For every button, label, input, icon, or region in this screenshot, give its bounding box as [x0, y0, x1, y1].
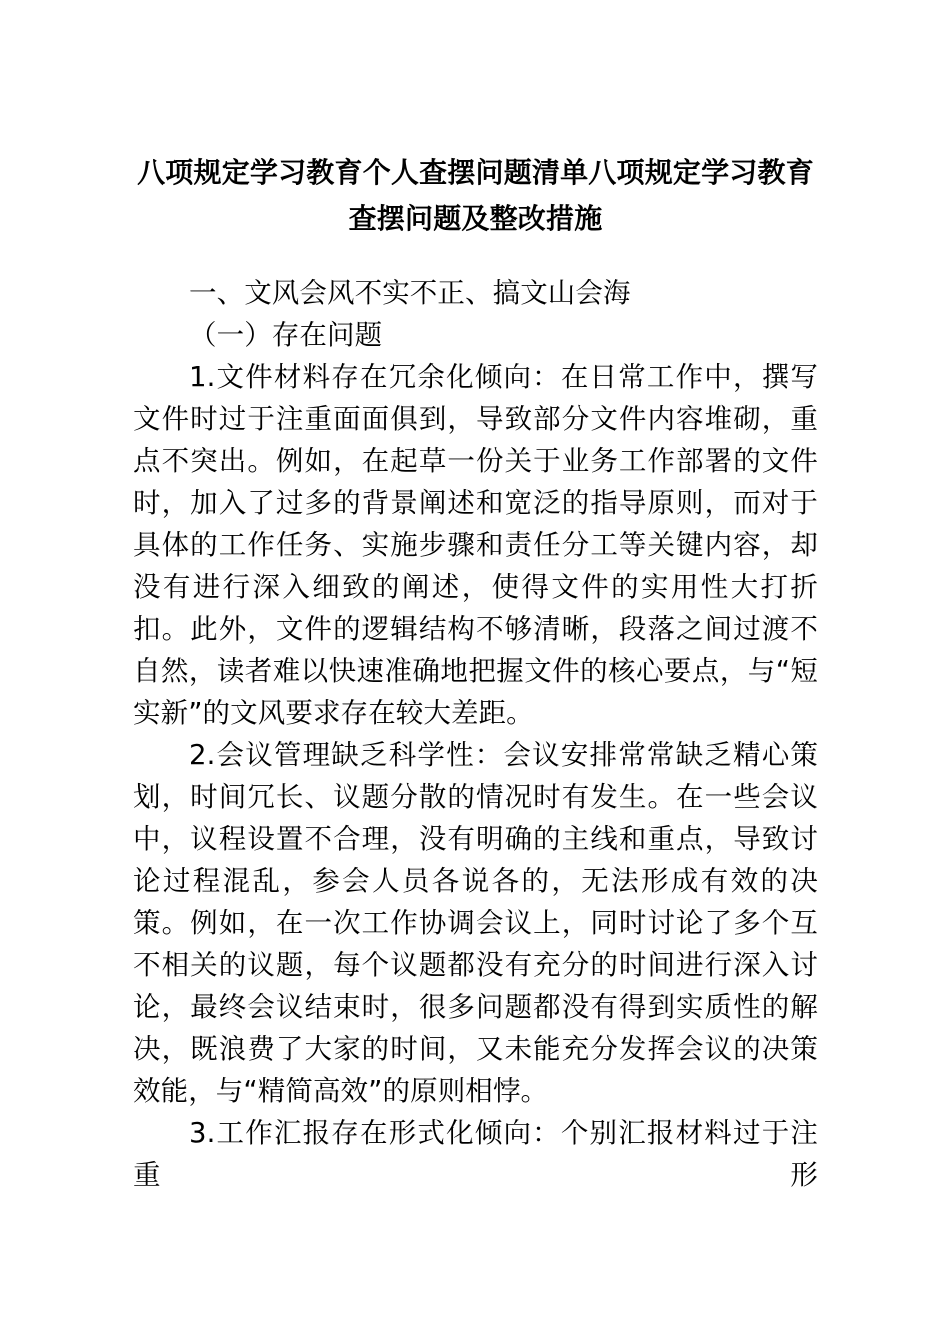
section-heading-one: 一、文风会风不实不正、搞文山会海 — [189, 277, 631, 309]
body-paragraph-1: 1.文件材料存在冗余化倾向：在日常工作中，撰写文件时过于注重面面俱到，导致部分文件内容堆砌，重点不突出。例如，在起草一份关于业务工作部署的文件时，加入了过多的背景阐述和宽泛的指导原则，而对于具体的工作任务、实施步骤和责任分工等关键内容，却没有进行深入细致的阐述，使得文件的实用性大打折扣。此外，文件的逻辑结构不够清晰，段落之间过渡不自然，读者难以快速准确地把握文件的核心要点，与“短实新”的文风要求存在较大差距。 — [133, 361, 818, 729]
sub-heading-existing-problems: （一）存在问题 — [189, 319, 383, 351]
body-paragraph-2: 2.会议管理缺乏科学性：会议安排常常缺乏精心策划，时间冗长、议题分散的情况时有发生。在一些会议中，议程设置不合理，没有明确的主线和重点，导致讨论过程混乱，参会人员各说各的，无法形成有效的决策。例如，在一次工作协调会议上，同时讨论了多个互不相关的议题，每个议题都没有充分的时间进行深入讨论，最终会议结束时，很多问题都没有得到实质性的解决，既浪费了大家的时间，又未能充分发挥会议的决策效能，与“精简高效”的原则相悖。 — [133, 739, 818, 1107]
document-title: 八项规定学习教育个人查摆问题清单八项规定学习教育查摆问题及整改措施 — [137, 156, 814, 235]
body-paragraph-3: 3.工作汇报存在形式化倾向：个别汇报材料过于注重形 — [133, 1117, 818, 1191]
